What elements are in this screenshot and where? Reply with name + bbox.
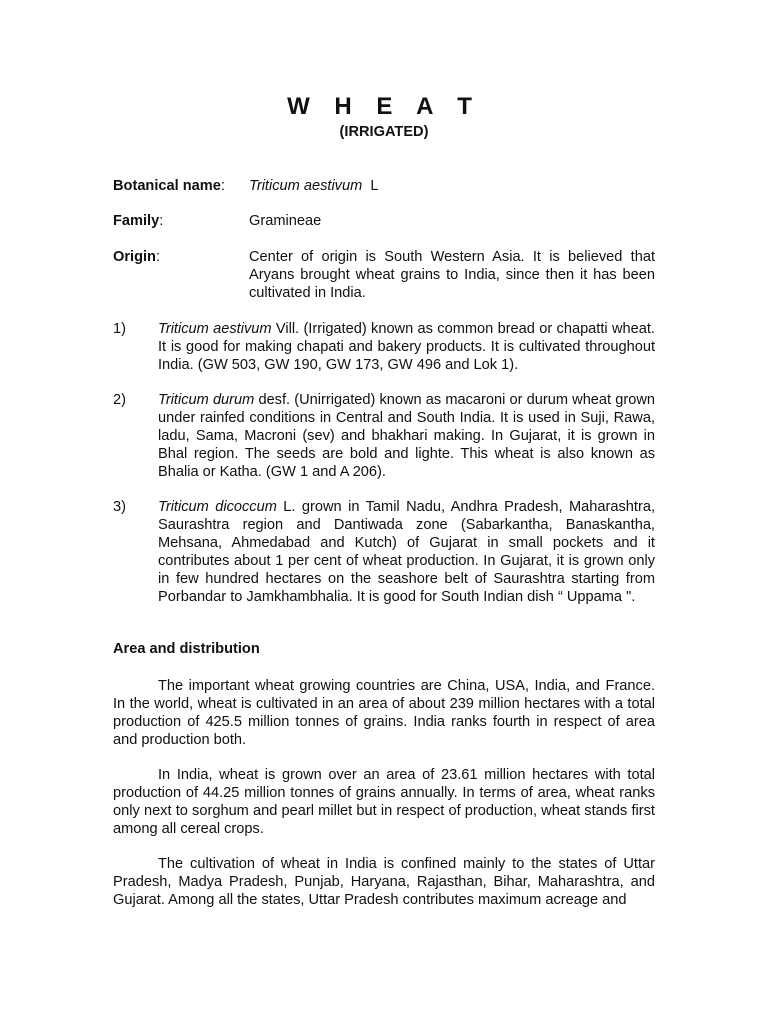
paragraph: The important wheat growing countries are China, USA, India, and France. In the world, wheat is cultivated in an area of about 239 million hectares with a total production of 425.5 million tonnes of grains. India ranks fourth in respect of area and production both. [113,678,655,748]
area-distribution-heading: Area and distribution [113,641,260,657]
page-subtitle: (IRRIGATED) [339,124,429,140]
list-item-number: 1) [113,321,126,337]
botanical-author: L [370,178,379,194]
list-item-number: 3) [113,499,126,515]
botanical-name-label: Botanical name: [113,178,225,194]
species-description: Vill. (Irrigated) known as common bread or chapatti wheat. It is good for making chapati and bakery products. It is cultivated throughout India. (GW 503, GW 190, GW 173, GW 496 and Lok 1). [158,321,655,373]
list-item [158,391,655,481]
list-item [158,320,655,374]
species-description: L. grown in Tamil Nadu, Andhra Pradesh, Maharashtra, Saurashtra region and Dantiwada zone (Sabarkantha, Banaskantha, Mehsana, Ahmedabad and Kutch) of Gujarat in small pockets and it contributes about 1 per cent of wheat production. In Gujarat, it is grown only in few hundred hectares on the seashore belt of Saurashtra starting from Porbandar to Jamkhambhalia. It is good for South Indian dish “ Uppama ". [158,499,655,605]
family-label: Family: [113,213,164,229]
family-value: Gramineae [249,213,322,229]
list-item-number: 2) [113,392,126,408]
botanical-species: Triticum aestivum [249,178,363,194]
origin-value: Center of origin is South Western Asia. It is believed that Aryans brought wheat grains to India, since then it has been cultivated in India. [249,249,655,301]
paragraph: In India, wheat is grown over an area of 23.61 million hectares with total production of 44.25 million tonnes of grains annually. In terms of area, wheat ranks only next to sorghum and pearl millet but in respect of production, wheat stands first among all cereal crops. [113,767,655,837]
origin-label: Origin: [113,249,161,265]
species-name: Triticum aestivum [158,321,272,337]
species-name: Triticum durum [158,392,255,408]
botanical-name-value [249,177,655,195]
list-item [158,498,655,606]
page-title: W H E A T [287,93,481,120]
paragraph: The cultivation of wheat in India is confined mainly to the states of Uttar Pradesh, Madya Pradesh, Punjab, Haryana, Rajasthan, Bihar, Maharashtra, and Gujarat. Among all the states, Uttar Pradesh contributes maximum acreage and [113,856,655,908]
species-description: desf. (Unirrigated) known as macaroni or durum wheat grown under rainfed conditions in Central and South India. It is used in Suji, Rawa, ladu, Sama, Macroni (sev) and bhakhari making. In Gujarat, it is grown in Bhal region. The seeds are bold and lighte. This wheat is also known as Bhalia or Katha. (GW 1 and A 206). [158,392,655,480]
species-name: Triticum dicoccum [158,499,277,515]
